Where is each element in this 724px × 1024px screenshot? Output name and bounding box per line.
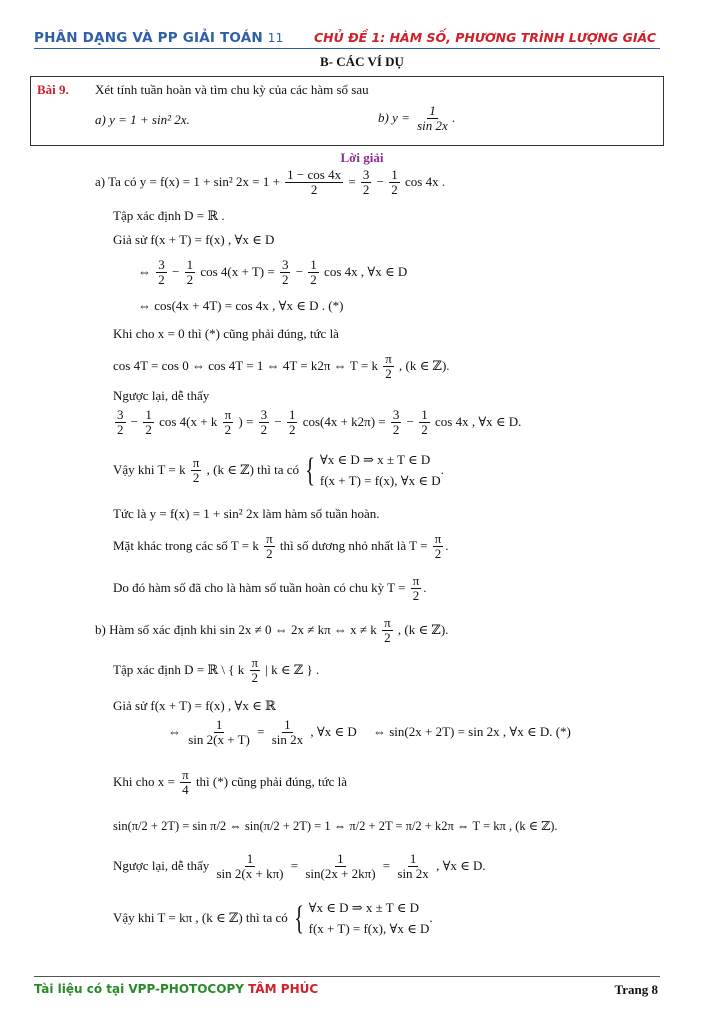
header-grade: 11 bbox=[267, 31, 284, 45]
exercise-label: Bài 9. bbox=[37, 82, 69, 97]
line-a9: $\frac{3}{2}$ − $\frac{1}{2}$ cos 4(x + k $\frac{\pi}{2}$ ) = $\frac{3}{2}$ − $\frac{1}{2}$ cos(4x + k2π) = $\frac{3}{2}$ − $\frac{1}{2}$ cos 4x , ∀x ∈ D. bbox=[117, 407, 522, 438]
header-title-text: PHÂN DẠNG VÀ PP GIẢI TOÁN bbox=[34, 30, 263, 46]
line-b8: Vậy khi T = kπ , (k ∈ ℤ) thì ta có { ∀x ∈ D ⇒ x ± T ∈ D f(x + T) = f(x), ∀x ∈ D. bbox=[113, 899, 433, 937]
line-a12: Mặt khác trong các số T = k $\frac{\pi}{2}$ thì số dương nhỏ nhất là T = $\frac{\pi}{2}$ . bbox=[113, 531, 449, 562]
page-number: Trang 8 bbox=[614, 982, 658, 997]
section-title: B- CÁC VÍ DỤ bbox=[320, 54, 404, 69]
footer-divider bbox=[34, 976, 660, 977]
line-a13: Do đó hàm số đã cho là hàm số tuần hoàn có chu kỳ T = $\frac{\pi}{2}$ . bbox=[113, 573, 427, 604]
line-a6: Khi cho x = 0 thì (*) cũng phải đúng, tức là bbox=[113, 326, 339, 341]
footer-brand: TÂM PHÚC bbox=[248, 982, 319, 996]
line-b4: ⇔ $\frac{1}{\sin 2(x + T)}$ = $\frac{1}{\sin 2x}$ , ∀x ∈ D ⇔ sin(2x + 2T) = sin 2x , ∀x ∈ D. (*) bbox=[168, 717, 571, 748]
line-a11: Tức là y = f(x) = 1 + sin² 2x làm hàm số tuần hoàn. bbox=[113, 506, 380, 521]
line-a7: cos 4T = cos 0 ⇔ cos 4T = 1 ⇔ 4T = k2π ⇔ T = k $\frac{\pi}{2}$ , (k ∈ ℤ). bbox=[113, 351, 450, 382]
line-a5: ⇔ cos(4x + 4T) = cos 4x , ∀x ∈ D . (*) bbox=[138, 298, 344, 313]
line-b5: Khi cho x = $\frac{\pi}{4}$ thì (*) cũng phải đúng, tức là bbox=[113, 767, 348, 798]
line-a3: Giả sử f(x + T) = f(x) , ∀x ∈ D bbox=[113, 232, 275, 247]
exercise-part-b: b) y = $\frac{1}{\sin 2x}$ . bbox=[378, 103, 456, 134]
header-divider bbox=[34, 48, 660, 49]
line-b2: Tập xác định D = ℝ \ { k $\frac{\pi}{2}$ | k ∈ ℤ } . bbox=[113, 655, 320, 686]
line-a10: Vậy khi T = k $\frac{\pi}{2}$ , (k ∈ ℤ) thì ta có { ∀x ∈ D ⇒ x ± T ∈ D f(x + T) = f(x), ∀x ∈ D. bbox=[113, 451, 444, 489]
solution-title: Lời giải bbox=[340, 150, 384, 165]
footer-source: Tài liệu có tại VPP-PHOTOCOPY TÂM PHÚC bbox=[34, 982, 319, 996]
line-a2: Tập xác định D = ℝ . bbox=[113, 208, 225, 223]
header-right-title: CHỦ ĐỀ 1: HÀM SỐ, PHƯƠNG TRÌNH LƯỢNG GIÁC bbox=[313, 30, 656, 45]
line-a8: Ngược lại, dễ thấy bbox=[113, 388, 210, 403]
line-b3: Giả sử f(x + T) = f(x) , ∀x ∈ ℝ bbox=[113, 698, 276, 713]
line-b6: sin(π/2 + 2T) = sin π/2 ⇔ sin(π/2 + 2T) = 1 ⇔ π/2 + 2T = π/2 + k2π ⇔ T = kπ , (k ∈ ℤ). bbox=[113, 819, 558, 833]
line-a4: ⇔ $\frac{3}{2}$ − $\frac{1}{2}$ cos 4(x + T) = $\frac{3}{2}$ − $\frac{1}{2}$ cos 4x , ∀x ∈ D bbox=[138, 257, 408, 288]
line-b1: b) Hàm số xác định khi sin 2x ≠ 0 ⇔ 2x ≠ kπ ⇔ x ≠ k $\frac{\pi}{2}$ , (k ∈ ℤ). bbox=[95, 615, 449, 646]
line-a1: a) Ta có y = f(x) = 1 + sin² 2x = 1 + $\frac{1 - \cos 4x}{2}$ = $\frac{3}{2}$ − $\frac{1}{2}$ cos 4x . bbox=[95, 167, 446, 198]
line-b7: Ngược lại, dễ thấy $\frac{1}{\sin 2(x + k\pi)}$ = $\frac{1}{\sin(2x + 2k\pi)}$ = $\frac{1}{\sin 2x}$ , ∀x ∈ D. bbox=[113, 851, 486, 882]
exercise-part-a: a) y = 1 + sin² 2x. bbox=[95, 112, 190, 127]
header-left-title bbox=[34, 30, 283, 46]
exercise-prompt: Xét tính tuần hoàn và tìm chu kỳ của các hàm số sau bbox=[95, 82, 369, 97]
